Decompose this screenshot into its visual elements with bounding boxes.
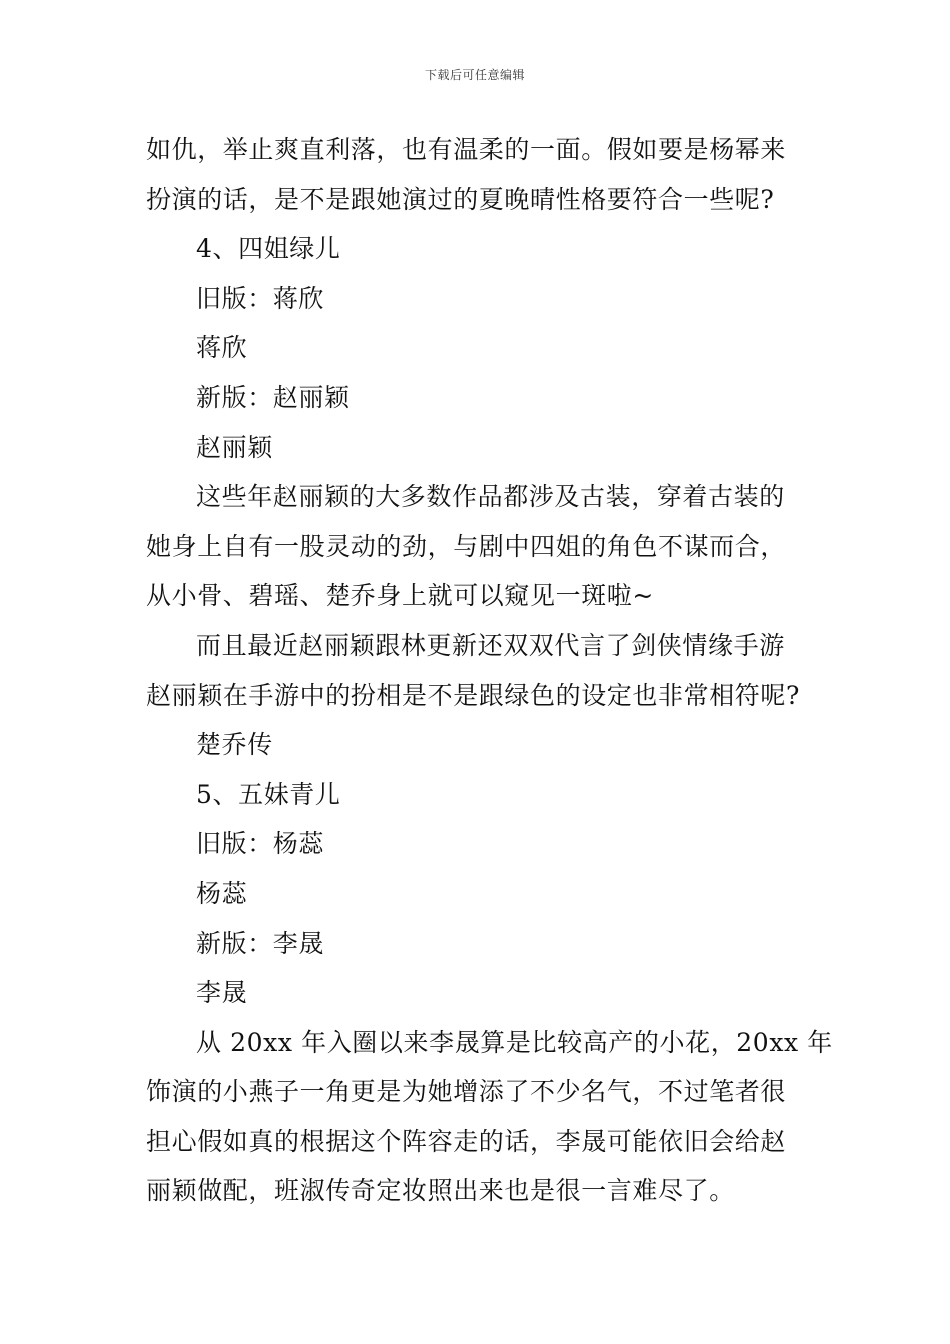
paragraph-line: 而且最近赵丽颖跟林更新还双双代言了剑侠情缘手游 (196, 630, 785, 660)
paragraph-line: 担心假如真的根据这个阵容走的话，李晟可能依旧会给赵 (146, 1126, 787, 1156)
image-caption: 李晟 (196, 978, 248, 1008)
paragraph-line: 从 20xx 年入圈以来李晟算是比较高产的小花，20xx 年 (196, 1027, 833, 1057)
paragraph-line: 她身上自有一股灵动的劲，与剧中四姐的角色不谋而合， (146, 531, 787, 561)
new-version-label: 新版：赵丽颖 (196, 382, 350, 412)
paragraph-line: 赵丽颖在手游中的扮相是不是跟绿色的设定也非常相符呢? (146, 680, 801, 710)
section-heading: 5、五妹青儿 (196, 779, 341, 809)
new-version-label: 新版：李晟 (196, 928, 325, 958)
paragraph-line: 这些年赵丽颖的大多数作品都涉及古装，穿着古装的 (196, 482, 785, 512)
old-version-label: 旧版：杨蕊 (196, 829, 325, 859)
image-caption: 楚乔传 (196, 730, 273, 760)
article-body (146, 125, 833, 1216)
image-caption: 杨蕊 (196, 878, 248, 908)
paragraph-line: 丽颖做配，班淑传奇定妆照出来也是很一言难尽了。 (146, 1176, 735, 1206)
paragraph-line: 如仇，举止爽直利落，也有温柔的一面。假如要是杨幂来 (146, 135, 787, 164)
old-version-label: 旧版：蒋欣 (196, 283, 325, 313)
paragraph-line: 扮演的话，是不是跟她演过的夏晚晴性格要符合一些呢? (146, 184, 775, 214)
paragraph-line: 饰演的小燕子一角更是为她增添了不少名气，不过笔者很 (146, 1077, 787, 1107)
section-heading: 4、四姐绿儿 (196, 234, 341, 264)
image-caption: 蒋欣 (196, 333, 248, 363)
image-caption: 赵丽颖 (196, 432, 273, 462)
paragraph-line: 从小骨、碧瑶、楚乔身上就可以窥见一斑啦~ (146, 581, 654, 611)
page-header: 下载后可任意编辑 (424, 68, 525, 82)
